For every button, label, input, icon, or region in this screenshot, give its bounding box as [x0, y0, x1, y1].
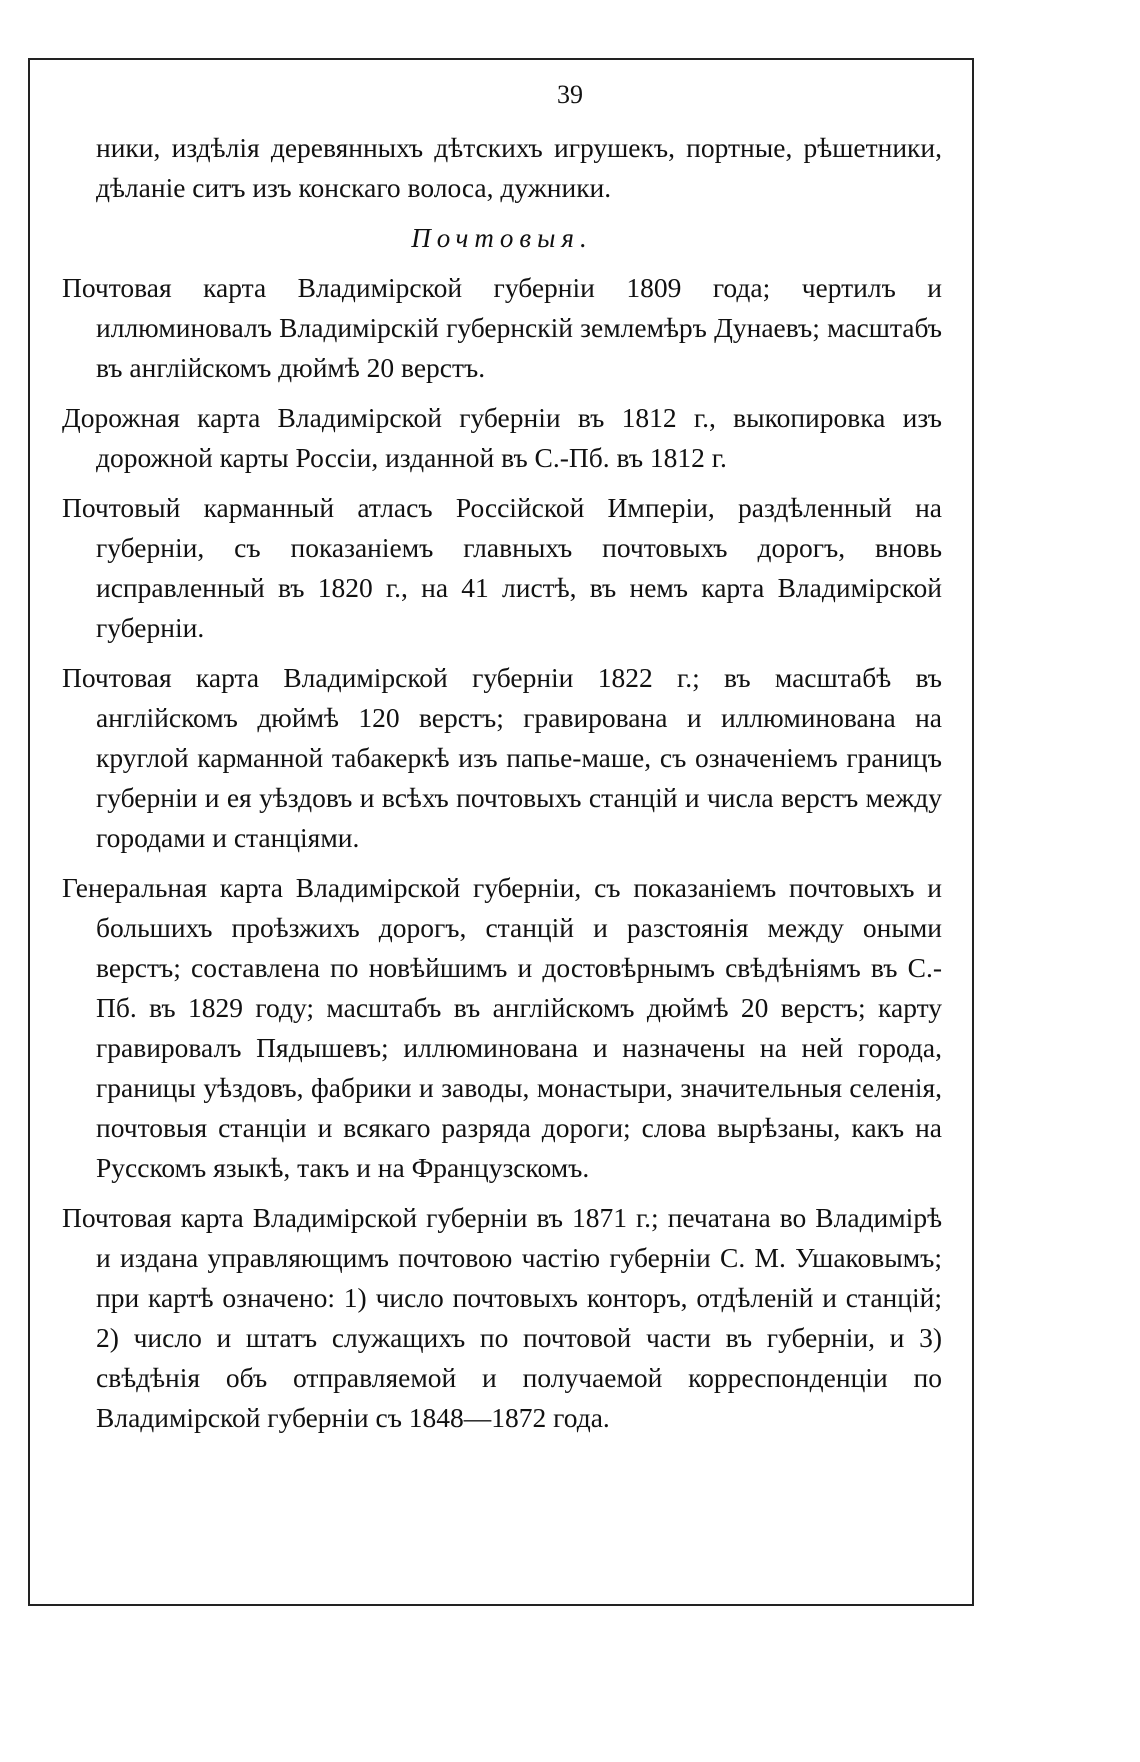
entry-paragraph: Почтовая карта Владимірской губерніи въ 1871 г.; печатана во Владимірѣ и издана управляющимъ почтовою частію губерніи С. М. Ушаковымъ; при картѣ означено: 1) число почтовыхъ конторъ, отдѣленій и станцій; 2) число и штатъ служащихъ по почтовой части въ губерніи, и 3) свѣдѣнія объ отправляемой и получаемой корреспонденціи по Владимірской губерніи съ 1848—1872 года.	[62, 1202, 942, 1433]
continuation-paragraph: ники, издѣлія деревянныхъ дѣтскихъ игрушекъ, портные, рѣшетники, дѣланіе ситъ изъ конскаго волоса, дужники.	[96, 132, 942, 203]
entry-paragraph: Почтовая карта Владимірской губерніи 1822 г.; въ масштабѣ въ англійскомъ дюймѣ 120 верстъ; гравирована и иллюминована на круглой карманной табакеркѣ изъ папье-маше, съ означеніемъ границъ губерніи и ея уѣздовъ и всѣхъ почтовыхъ станцій и числа верстъ между городами и станціями.	[62, 662, 942, 853]
entry-paragraph: Генеральная карта Владимірской губерніи, съ показаніемъ почтовыхъ и большихъ проѣзжихъ дорогъ, станцій и разстоянія между оными верстъ; составлена по новѣйшимъ и достовѣрнымъ свѣдѣніямъ въ С.-Пб. въ 1829 году; масштабъ въ англійскомъ дюймѣ 20 верстъ; карту гравировалъ Пядышевъ; иллюминована и назначены на ней города, границы уѣздовъ, фабрики и заводы, монастыри, значительныя селенія, почтовыя станціи и всякаго разряда дороги; слова вырѣзаны, какъ на Русскомъ языкѣ, такъ и на Французскомъ.	[62, 872, 942, 1183]
entry-paragraph: Почтовая карта Владимірской губерніи 1809 года; чертилъ и иллюминовалъ Владимірскій губернскій землемѣръ Дунаевъ; масштабъ въ англійскомъ дюймѣ 20 верстъ.	[62, 272, 942, 383]
page-number: 39	[557, 80, 583, 109]
text-block	[62, 128, 942, 1448]
entry-paragraph: Дорожная карта Владимірской губерніи въ 1812 г., выкопировка изъ дорожной карты Россіи, изданной въ С.-Пб. въ 1812 г.	[62, 402, 942, 473]
entry-paragraph: Почтовый карманный атласъ Россійской Имперіи, раздѣленный на губерніи, съ показаніемъ главныхъ почтовыхъ дорогъ, вновь исправленный въ 1820 г., на 41 листѣ, въ немъ карта Владимірской губерніи.	[62, 492, 942, 643]
section-heading: Почтовыя.	[411, 223, 593, 253]
